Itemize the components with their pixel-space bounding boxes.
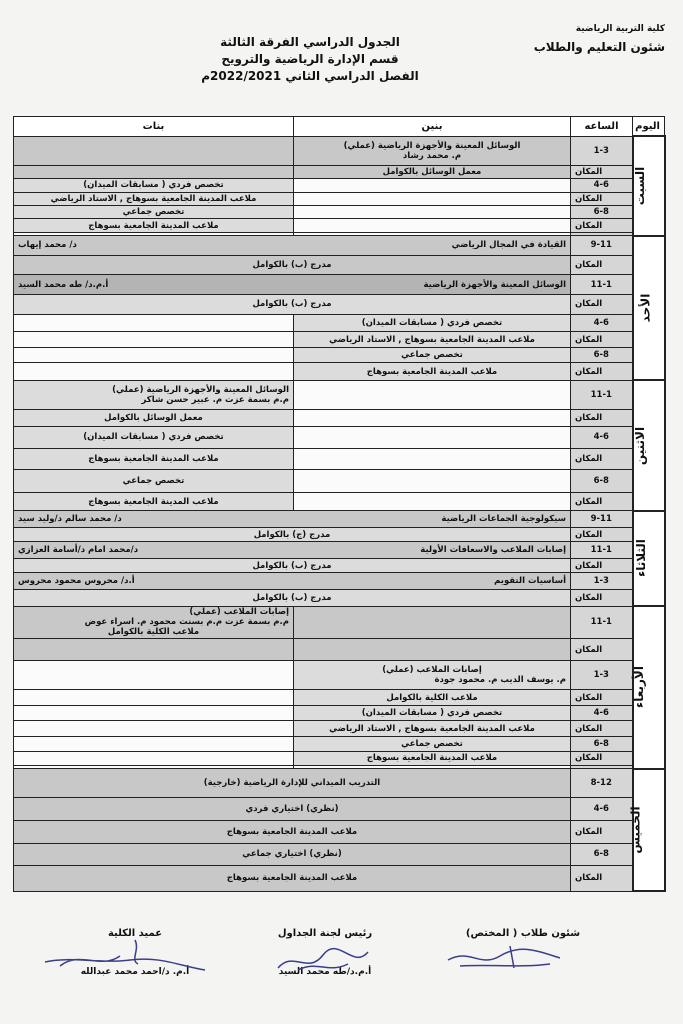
office-name: شئون التعليم والطلاب: [533, 40, 665, 54]
time-cell: 1-3: [571, 573, 633, 590]
shared-place: مدرج (ج) بالكوامل: [14, 527, 571, 541]
place-label: المكان: [571, 449, 633, 470]
girls-place: ملاعب المدينة الجامعية بسوهاج: [14, 219, 294, 232]
college-header: [534, 24, 665, 54]
title-line-3: الفصل الدراسي الثاني 2022/2021م: [201, 69, 419, 83]
boys-place: ملاعب الكلية بالكوامل: [294, 690, 571, 706]
boys-course: إصابات الملاعب (عملي) م. يوسف الديب م. محمود جودة: [294, 661, 571, 690]
handwritten-signature-icon: [40, 930, 210, 980]
girls-place: ملاعب المدينة الجامعية بسوهاج: [14, 449, 294, 470]
place-label: المكان: [571, 590, 633, 607]
boys-place: ملاعب المدينة الجامعية بسوهاج , الاستاد الرياضي: [294, 332, 571, 348]
boys-course: تخصص جماعي: [294, 737, 571, 751]
time-cell: 11-1: [571, 380, 633, 409]
boys-course: تخصص فردي ( مسابقات الميدان): [294, 705, 571, 721]
committee-signature: رئيس لجنة الجداول أ.م.د/طه محمد السيد: [277, 928, 373, 977]
student-affairs-signature: شئون طلاب ( المختص): [465, 928, 581, 939]
girls-course: تخصص فردي ( مسابقات الميدان): [14, 426, 294, 449]
header-row: [14, 117, 665, 137]
schedule-table: [13, 116, 666, 892]
title-line-1: الجدول الدراسي الفرقة الثالثة: [220, 35, 400, 49]
place-label: المكان: [571, 492, 633, 511]
time-cell: 1-3: [571, 136, 633, 165]
shared-place: ملاعب المدينة الجامعية بسوهاج: [14, 866, 571, 891]
col-girls: بنات: [14, 117, 294, 137]
place-label: المكان: [571, 751, 633, 765]
girls-course: تخصص جماعي: [14, 206, 294, 219]
place-label: المكان: [571, 192, 633, 205]
col-day: اليوم: [633, 117, 665, 137]
time-cell: 8-12: [571, 769, 633, 798]
time-cell: 11-1: [571, 606, 633, 638]
time-cell: 4-6: [571, 426, 633, 449]
time-cell: 4-6: [571, 798, 633, 821]
dean-signature: عميد الكلية أ.م. د/احمد محمد عبدالله: [80, 928, 190, 977]
girls-place: معمل الوسائل بالكوامل: [14, 409, 294, 426]
place-label: المكان: [571, 820, 633, 843]
place-label: المكان: [571, 638, 633, 661]
time-cell: 9-11: [571, 511, 633, 528]
boys-course: تخصص فردي ( مسابقات الميدان): [294, 314, 571, 332]
place-label: المكان: [571, 295, 633, 315]
time-cell: 11-1: [571, 275, 633, 295]
boys-course: الوسائل المعينة والأجهزة الرياضية (عملي) م. محمد رشاد: [294, 136, 571, 165]
day-tuesday: الثلاثاء: [633, 511, 665, 606]
day-saturday: السبت: [633, 136, 665, 235]
boys-place: ملاعب المدينة الجامعية بسوهاج: [294, 751, 571, 765]
title-line-2: قسم الإدارة الرياضية والترويح: [221, 52, 399, 66]
place-label: المكان: [571, 558, 633, 572]
boys-place: ملاعب المدينة الجامعية بسوهاج: [294, 363, 571, 381]
shared-place: مدرج (ب) بالكوامل: [14, 558, 571, 572]
time-cell: 6-8: [571, 347, 633, 363]
boys-course: تخصص جماعي: [294, 347, 571, 363]
time-cell: 4-6: [571, 314, 633, 332]
girls-empty: [14, 136, 294, 165]
place-label: المكان: [571, 332, 633, 348]
shared-course: (نظري) اختياري فردي: [14, 798, 571, 821]
place-label: المكان: [571, 219, 633, 232]
girls-course: تخصص جماعي: [14, 469, 294, 492]
day-sunday: الأحد: [633, 236, 665, 381]
time-cell: 1-3: [571, 661, 633, 690]
shared-course: التدريب الميداني للإدارة الرياضية (خارجية): [14, 769, 571, 798]
place-label: المكان: [571, 409, 633, 426]
shared-course: الوسائل المعينة والأجهزة الرياضية أ.م.د/ طه محمد السيد: [14, 275, 571, 295]
girls-course: إصابات الملاعب (عملي) م.م بسمة عزت م.م بسنت محمود م. اسراء عوض ملاعب الكلية بالكوامل: [14, 606, 294, 638]
place-label: المكان: [571, 165, 633, 178]
time-cell: 9-11: [571, 236, 633, 256]
place-label: المكان: [571, 690, 633, 706]
boys-place: ملاعب المدينة الجامعية بسوهاج , الاستاد الرياضي: [294, 721, 571, 737]
time-cell: 4-6: [571, 705, 633, 721]
col-boys: بنين: [294, 117, 571, 137]
time-cell: 4-6: [571, 179, 633, 192]
day-wednesday: الأربعاء: [633, 606, 665, 769]
handwritten-signature-icon: [440, 938, 570, 978]
college-name: كلية التربية الرياضية: [575, 24, 665, 34]
place-label: المكان: [571, 255, 633, 275]
shared-place: مدرج (ب) بالكوامل: [14, 255, 571, 275]
shared-course: أساسيات التقويم أ.د/ محروس محمود محروس: [14, 573, 571, 590]
boys-place: معمل الوسائل بالكوامل: [294, 165, 571, 178]
time-cell: 6-8: [571, 206, 633, 219]
time-cell: 6-8: [571, 843, 633, 866]
shared-course: القيادة في المجال الرياضي د/ محمد إيهاب: [14, 236, 571, 256]
place-label: المكان: [571, 363, 633, 381]
handwritten-signature-icon: [268, 940, 378, 980]
shared-place: ملاعب المدينة الجامعية بسوهاج: [14, 820, 571, 843]
shared-place: مدرج (ب) بالكوامل: [14, 590, 571, 607]
place-label: المكان: [571, 527, 633, 541]
shared-place: مدرج (ب) بالكوامل: [14, 295, 571, 315]
col-time: الساعه: [571, 117, 633, 137]
time-cell: 6-8: [571, 737, 633, 751]
shared-course: سيكولوجية الجماعات الرياضية د/ محمد سالم د/وليد سيد: [14, 511, 571, 528]
girls-course: تخصص فردي ( مسابقات الميدان): [14, 179, 294, 192]
day-monday: الاثنين: [633, 380, 665, 510]
time-cell: 6-8: [571, 469, 633, 492]
place-label: المكان: [571, 866, 633, 891]
time-cell: 11-1: [571, 542, 633, 559]
shared-course: إصابات الملاعب والاسعافات الأولية د/محمد امام د/أسامة العزازي: [14, 542, 571, 559]
document-title: [190, 34, 430, 85]
place-label: المكان: [571, 721, 633, 737]
girls-course: الوسائل المعينة والأجهزة الرياضية (عملي) م.م بسمة عزت م. عبير حسن شاكر: [14, 380, 294, 409]
girls-place: ملاعب المدينة الجامعية بسوهاج: [14, 492, 294, 511]
day-thursday: الخميس: [633, 769, 665, 891]
girls-place: ملاعب المدينة الجامعية بسوهاج , الاستاد الرياضي: [14, 192, 294, 205]
shared-course: (نظري) اختياري جماعي: [14, 843, 571, 866]
